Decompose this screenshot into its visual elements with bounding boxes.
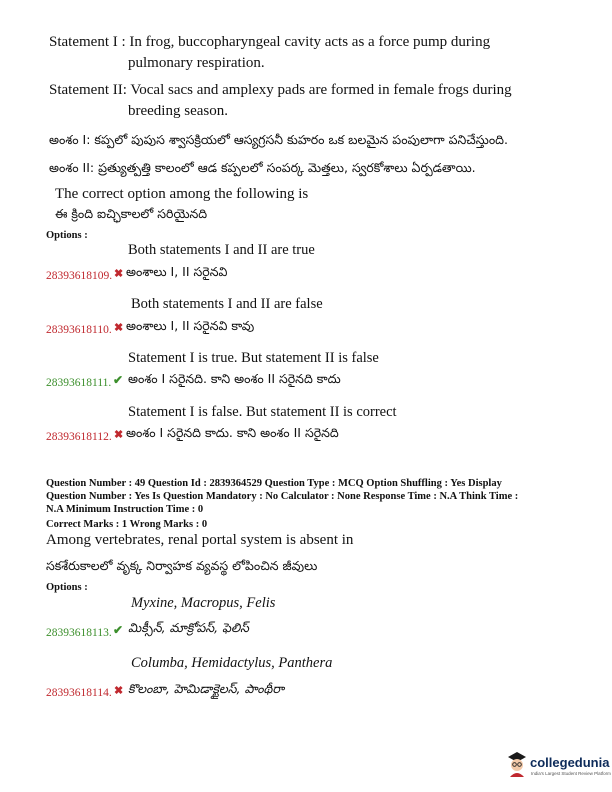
statement-2-line1: Statement II: Vocal sacs and amplexy pads are formed in female frogs during: [49, 82, 512, 98]
option-text-telugu: అంశాలు I, II సరైనవి కావు: [126, 318, 255, 333]
option-text-telugu: అంశం I సరైనది కాదు. కాని అంశం II సరైనది: [126, 425, 339, 440]
statement-1-line1: Statement I : In frog, buccopharyngeal cavity acts as a force pump during: [49, 34, 491, 50]
statement-1-telugu: అంశం I: కప్పలో పుపుస శ్వాసక్రియలో ఆస్యగ్రసనీ కుహరం ఒక బలమైన పంపులాగా పనిచేస్తుంది.: [49, 132, 508, 147]
collegedunia-tagline: India's Largest Student Review Platform: [531, 771, 611, 776]
question-prompt: The correct option among the following is: [55, 186, 309, 202]
option-text-telugu: అంశాలు I, II సరైనవి: [126, 264, 228, 279]
statement-2-line2: breeding season.: [128, 103, 228, 119]
option-id: 28393618110.: [46, 324, 112, 336]
question-meta-line1: Question Number : 49 Question Id : 2839364529 Question Type : MCQ Option Shuffling : Yes Display: [46, 478, 502, 489]
options-label: Options :: [46, 230, 88, 241]
wrong-mark-icon: ✖: [114, 429, 124, 441]
option-text: Both statements I and II are false: [131, 296, 323, 312]
option-text: Both statements I and II are true: [128, 242, 315, 258]
option-id: 28393618112.: [46, 431, 112, 443]
collegedunia-logo-text: collegedunia: [530, 755, 610, 770]
wrong-mark-icon: ✖: [114, 268, 124, 280]
option-text-telugu: కొలంబా, హెమిడాక్టైలస్, పాంథీరా: [128, 681, 285, 696]
question-text: Among vertebrates, renal portal system is absent in: [46, 532, 354, 548]
collegedunia-logo-icon: [506, 750, 528, 778]
question-prompt-telugu: ఈ క్రింది ఐచ్ఛికాలలో సరియైనది: [55, 206, 208, 221]
option-text: Myxine, Macropus, Felis: [131, 595, 276, 611]
wrong-mark-icon: ✖: [114, 322, 124, 334]
correct-check-icon: ✔: [113, 373, 124, 387]
question-meta-line3: N.A Minimum Instruction Time : 0: [46, 504, 204, 515]
wrong-mark-icon: ✖: [114, 685, 124, 697]
option-id: 28393618114.: [46, 687, 112, 699]
statement-1-line2: pulmonary respiration.: [128, 55, 265, 71]
option-text: Statement I is true. But statement II is false: [128, 350, 379, 366]
option-id: 28393618111.: [46, 377, 112, 389]
option-id: 28393618109.: [46, 270, 113, 282]
question-meta-line2: Question Number : Yes Is Question Mandatory : No Calculator : None Response Time : N.A Think Time :: [46, 491, 519, 502]
marks-info: Correct Marks : 1 Wrong Marks : 0: [46, 519, 208, 530]
question-text-telugu: సకశేరుకాలలో వృక్క నిర్వాహక వ్యవస్థ లోపించిన జీవులు: [46, 558, 318, 573]
option-id: 28393618113.: [46, 627, 112, 639]
options-label: Options :: [46, 582, 88, 593]
correct-check-icon: ✔: [113, 623, 124, 637]
option-text: Columba, Hemidactylus, Panthera: [131, 655, 333, 671]
statement-2-telugu: అంశం II: ప్రత్యుత్పత్తి కాలంలో ఆడ కప్పలలో సంపర్క మెత్తలు, స్వరకోశాలు ఏర్పడతాయి.: [49, 160, 476, 175]
option-text-telugu: మిక్సీన్, మాక్రోపస్, ఫెలిస్: [128, 620, 249, 635]
option-text-telugu: అంశం I సరైనది. కాని అంశం II సరైనది కాదు: [128, 371, 341, 386]
option-text: Statement I is false. But statement II is correct: [128, 404, 397, 420]
